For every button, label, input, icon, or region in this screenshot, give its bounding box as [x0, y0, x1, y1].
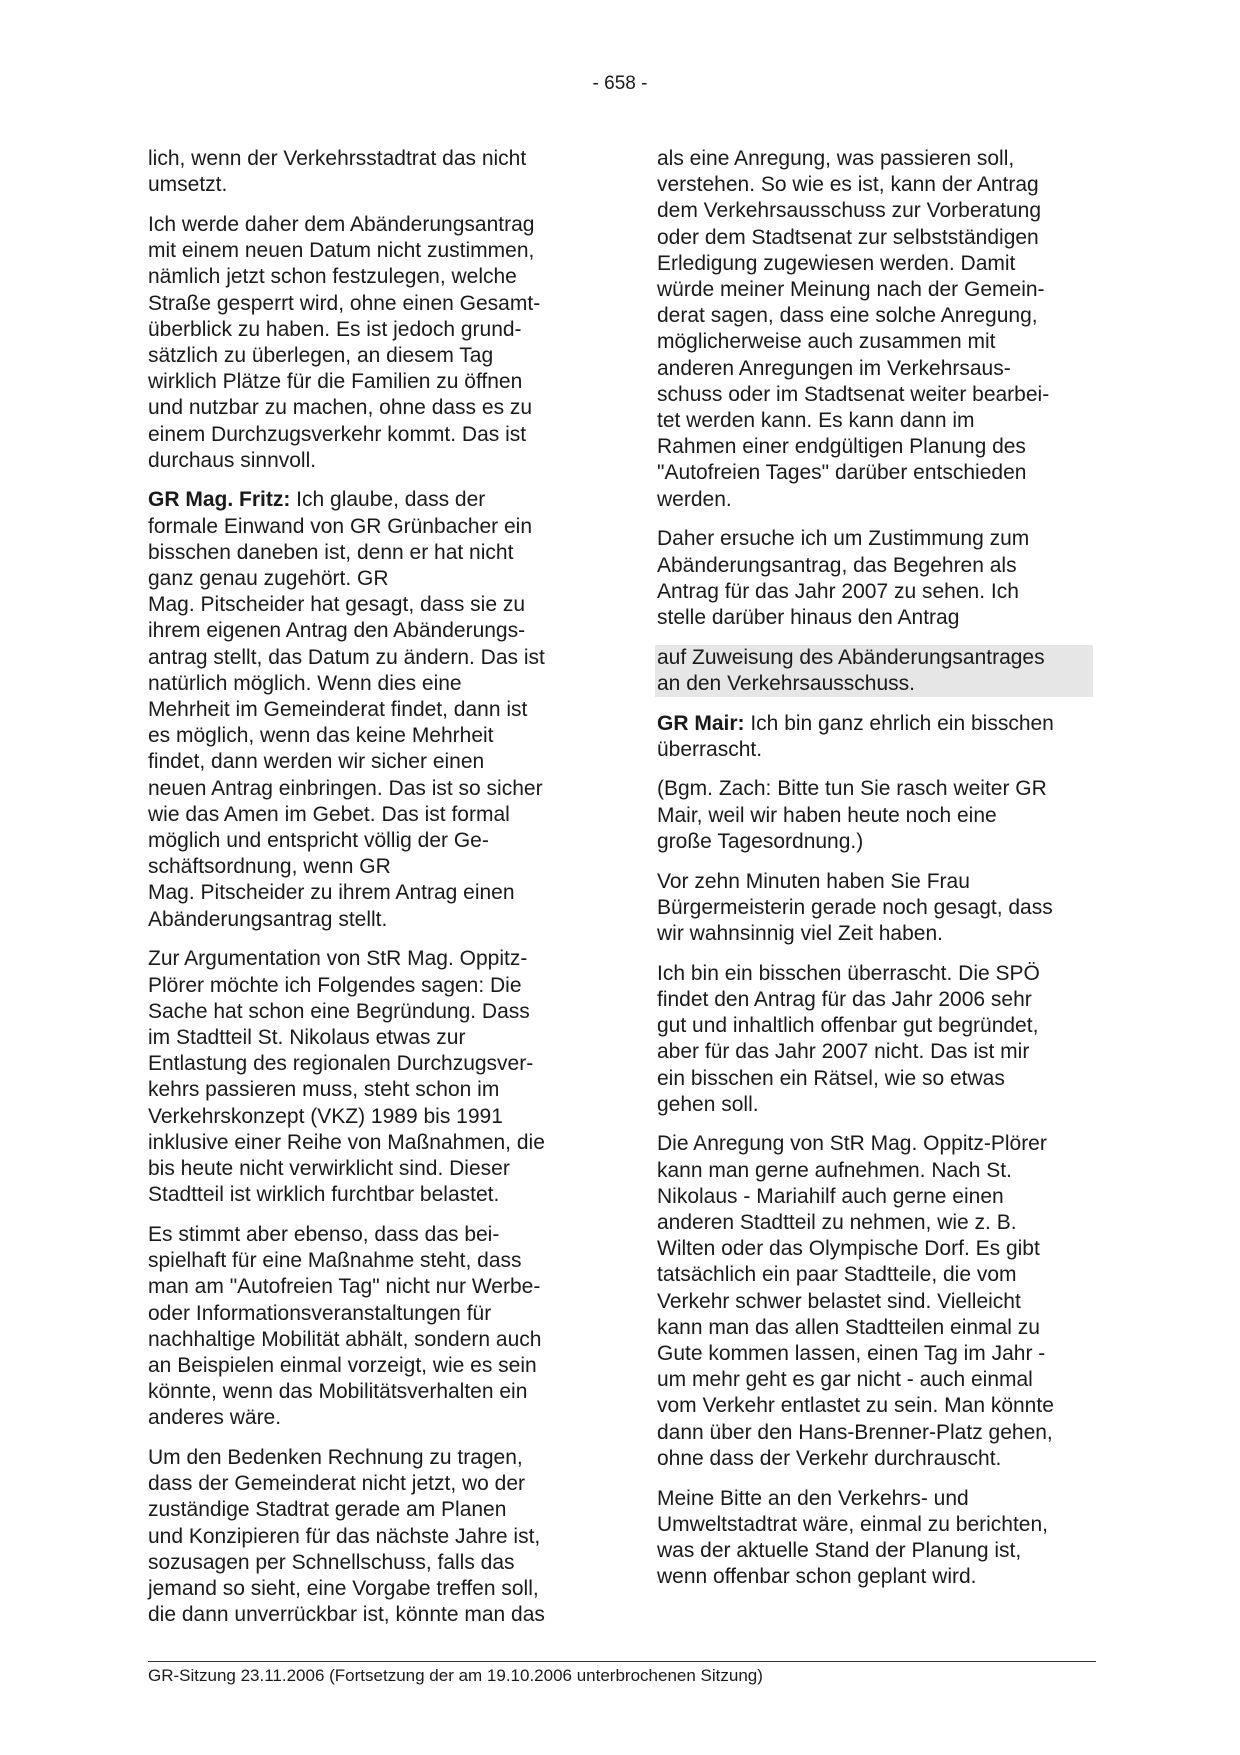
- paragraph: [657, 1486, 1095, 1591]
- paragraph: [657, 961, 1095, 1118]
- paragraph: [148, 212, 586, 474]
- left-column: [148, 146, 586, 1642]
- paragraph: [148, 146, 586, 198]
- paragraph: [657, 711, 1095, 763]
- page-number: - 658 -: [592, 73, 648, 94]
- motion-paragraph: [655, 645, 1093, 697]
- paragraph-text: Ich glaube, dass der formale Einwand von GR Grünbacher ein bisschen daneben ist, denn er hat nicht ganz genau zugehört. GR Mag. Pitscheider hat gesagt, dass sie zu ihrem eigenen Antrag den Abänderungs- antrag stellt, das Datum zu ändern. Das ist natürlich möglich. Wenn dies eine Mehrheit im Gemeinderat findet, dann ist es möglich, wenn das keine Mehrheit findet, dann werden wir sicher einen neuen Antrag einbringen. Das ist so sicher wie das Amen im Gebet. Das ist formal möglich und entspricht völlig der Ge- schäftsordnung, wenn GR Mag. Pitscheider zu ihrem Antrag einen Abänderungsantrag stellt.: [148, 488, 545, 931]
- paragraph-text: Meine Bitte an den Verkehrs- und Umweltstadtrat wäre, einmal zu berichten, was der aktuelle Stand der Planung ist, wenn offenbar schon geplant wird.: [657, 1486, 1048, 1589]
- paragraph: [148, 1445, 586, 1628]
- speaker-name: GR Mair:: [657, 711, 745, 735]
- paragraph-text: Es stimmt aber ebenso, dass das bei- spielhaft für eine Maßnahme steht, dass man am "Autofreien Tag" nicht nur Werbe- oder Informationsveranstaltungen für nachhaltige Mobilität abhält, sondern auch an Beispielen einmal vorzeigt, wie es sein könnte, wenn das Mobilitätsverhalten ein anderes wäre.: [148, 1222, 542, 1430]
- paragraph-text: (Bgm. Zach: Bitte tun Sie rasch weiter GR Mair, weil wir haben heute noch eine große Tagesordnung.): [657, 777, 1047, 853]
- paragraph: [657, 776, 1095, 855]
- page-footer: GR-Sitzung 23.11.2006 (Fortsetzung der am 19.10.2006 unterbrochenen Sitzung): [148, 1666, 763, 1685]
- paragraph-text: Zur Argumentation von StR Mag. Oppitz- Plörer möchte ich Folgendes sagen: Die Sache hat schon eine Begründung. Dass im Stadtteil St. Nikolaus etwas zur Entlastung des regionalen Durchzugsver- kehrs passieren muss, steht schon im Verkehrskonzept (VKZ) 1989 bis 1991 inklusive einer Reihe von Maßnahmen, die bis heute nicht verwirklicht sind. Dieser Stadtteil ist wirklich furchtbar belastet.: [148, 947, 545, 1207]
- paragraph-text: Vor zehn Minuten haben Sie Frau Bürgermeisterin gerade noch gesagt, dass wir wahnsinnig viel Zeit haben.: [657, 869, 1053, 945]
- paragraph: [657, 869, 1095, 948]
- paragraph-text: Ich bin ein bisschen überrascht. Die SPÖ findet den Antrag für das Jahr 2006 sehr gut und inhaltlich offenbar gut begründet, aber für das Jahr 2007 nicht. Das ist mir ein bisschen ein Rätsel, wie so etwas gehen soll.: [657, 961, 1040, 1116]
- paragraph: [148, 487, 586, 932]
- speaker-name: GR Mag. Fritz:: [148, 488, 291, 512]
- paragraph-text: auf Zuweisung des Abänderungsantrages an den Verkehrsausschuss.: [657, 645, 1045, 695]
- paragraph: [657, 1131, 1095, 1472]
- paragraph-text: lich, wenn der Verkehrsstadtrat das nicht umsetzt.: [148, 147, 527, 197]
- paragraph: [657, 526, 1095, 631]
- paragraph: [148, 946, 586, 1208]
- paragraph-text: Ich werde daher dem Abänderungsantrag mit einem neuen Datum nicht zustimmen, nämlich jetzt schon festzulegen, welche Straße gesperrt wird, ohne einen Gesamt- überblick zu haben. Es ist jedoch grund- sätzlich zu überlegen, an diesem Tag wirklich Plätze für die Familien zu öffnen und nutzbar zu machen, ohne dass es zu einem Durchzugsverkehr kommt. Das ist durchaus sinnvoll.: [148, 212, 541, 472]
- right-column: [657, 146, 1095, 1604]
- paragraph-text: als eine Anregung, was passieren soll, verstehen. So wie es ist, kann der Antrag dem Verkehrsausschuss zur Vorberatung oder dem Stadtsenat zur selbstständigen Erledigung zugewiesen werden. Damit würde meiner Meinung nach der Gemein- derat sagen, dass eine solche Anregung, möglicherweise auch zusammen mit anderen Anregungen im Verkehrsaus- schuss oder im Stadtsenat weiter bearbei- tet werden kann. Es kann dann im Rahmen einer endgültigen Planung des "Autofreien Tages" darüber entschieden werden.: [657, 147, 1050, 511]
- paragraph-text: Daher ersuche ich um Zustimmung zum Abänderungsantrag, das Begehren als Antrag für das Jahr 2007 zu sehen. Ich stelle darüber hinaus den Antrag: [657, 527, 1030, 629]
- paragraph-text: Um den Bedenken Rechnung zu tragen, dass der Gemeinderat nicht jetzt, wo der zuständige Stadtrat gerade am Planen und Konzipieren für das nächste Jahre ist, sozusagen per Schnellschuss, falls das jemand so sieht, eine Vorgabe treffen soll, die dann unverrückbar ist, könnte man das: [148, 1446, 545, 1627]
- footer-divider: [148, 1661, 1096, 1662]
- paragraph: [148, 1222, 586, 1432]
- paragraph-text: Ich bin ganz ehrlich ein bisschen überrascht.: [657, 711, 1054, 761]
- paragraph: [657, 146, 1095, 513]
- paragraph-text: Die Anregung von StR Mag. Oppitz-Plörer kann man gerne aufnehmen. Nach St. Nikolaus - Mariahilf auch gerne einen anderen Stadtteil zu nehmen, wie z. B. Wilten oder das Olympische Dorf. Es gibt tatsächlich ein paar Stadtteile, die vom Verkehr schwer belastet sind. Vielleicht kann man das allen Stadtteilen einmal zu Gute kommen lassen, einen Tag im Jahr - um mehr geht es gar nicht - auch einmal vom Verkehr entlastet zu sein. Man könnte dann über den Hans-Brenner-Platz gehen, ohne dass der Verkehr durchrauscht.: [657, 1132, 1054, 1470]
